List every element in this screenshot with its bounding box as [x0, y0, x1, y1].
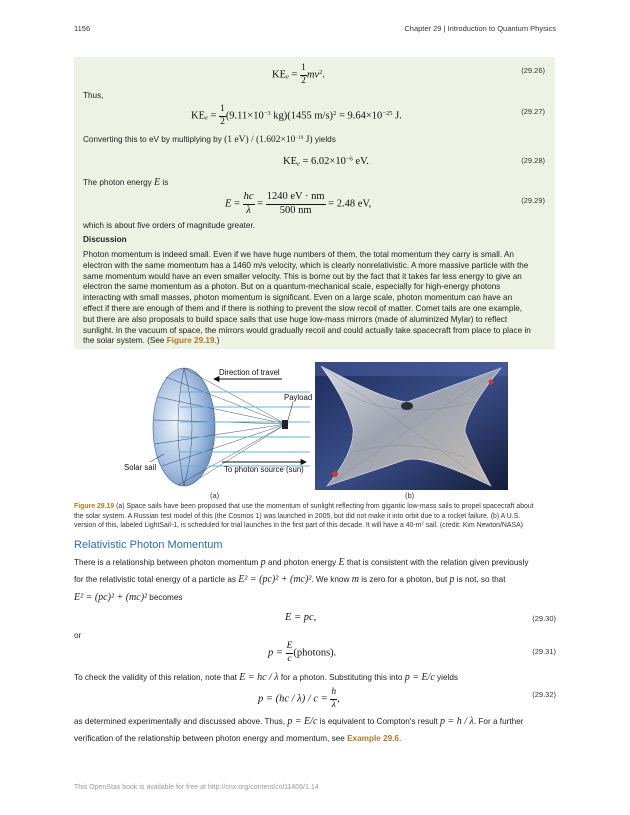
figure-label-a: (a) — [210, 491, 220, 500]
payload-label: Payload — [284, 393, 312, 402]
body-line-3: E² = (pc)² + (mc)² becomes — [74, 592, 183, 603]
equation-29-26: $KE_e$ = $\frac{1}{2}$ $mv^2$. — [272, 63, 325, 86]
discussion-line: interacting with small masses, photon momentum is significant. Even on a large scale, photon momentum can have an — [83, 293, 513, 303]
discussion-line: but there are also proposals to build space sails that use huge low-mass mirrors (made of aluminized Mylar) to reflect — [83, 314, 508, 324]
chapter-header: Chapter 29 | Introduction to Quantum Physics — [404, 24, 556, 33]
equation-29-28: $KE_e = 6.02\times 10^{-6}$ eV. — [283, 155, 369, 168]
equation-number-29-26: (29.26) — [521, 66, 545, 75]
solar-sail-diagram — [118, 362, 312, 490]
example-29-6-link[interactable]: Example 29.6 — [347, 734, 399, 743]
equation-number-29-31: (29.31) — [532, 647, 556, 656]
discussion-line: effect if there are enough of them and if there is nothing to prevent the slow recoil of matter. Comet tails are one example, — [83, 303, 523, 313]
lightsail-hub — [401, 402, 413, 410]
body-line-4: To check the validity of this relation, note that E = hc / λ for a photon. Substituting this into p = E/c yields — [74, 672, 458, 683]
discussion-paragraph — [83, 250, 531, 347]
discussion-line: same momentum would have an even smaller velocity. This is borne out by the fact that it takes far less energy to give an — [83, 271, 522, 281]
lightsail-photo — [315, 362, 508, 490]
equation-number-29-27: (29.27) — [521, 107, 545, 116]
figure-label-b: (b) — [405, 491, 415, 500]
equation-number-29-30: (29.30) — [532, 614, 556, 623]
equation-number-29-29: (29.29) — [521, 196, 545, 205]
example-box — [74, 57, 555, 349]
discussion-line: Photon momentum is indeed small. Even if we have huge numbers of them, the total momentum they carry is small. An — [83, 250, 514, 259]
equation-29-32: p = (hc / λ) / c = $\frac{h}{\lambda}$ , — [258, 687, 340, 710]
equation-29-31: p = $\frac{E}{c}$ (photons). — [268, 641, 337, 664]
body-line-1: There is a relationship between photon momentum p and photon energy E that is consistent with the relation given previously — [74, 557, 529, 568]
payload-box — [282, 420, 288, 429]
thus-text: Thus, — [83, 91, 104, 100]
page-number: 1156 — [74, 24, 91, 33]
caption-figure-label: Figure 29.19 — [74, 503, 115, 510]
equation-number-29-28: (29.28) — [521, 156, 545, 165]
body-line-6: verification of the relationship between photon energy and momentum, see Example 29.6. — [74, 734, 402, 743]
footer-note: This OpenStax book is available for free at http://cnx.org/content/col11406/1.14 — [74, 784, 319, 791]
photon-energy-text: The photon energy E is — [83, 177, 169, 188]
photon-source-label: To photon source (sun) — [224, 465, 304, 474]
orders-text: which is about five orders of magnitude greater. — [83, 221, 256, 230]
discussion-line: the solar system. (See Figure 29.19.) — [83, 336, 220, 346]
discussion-line: sunlight. In the vacuum of space, the mirrors would gradually recoil and could actually take spacecraft from place to place in — [83, 325, 531, 335]
discussion-line: electron the same momentum as a photon. But on a quantum-mechanical scale, especially for high-energy photons — [83, 282, 501, 292]
direction-of-travel-label: Direction of travel — [219, 368, 280, 377]
section-title: Relativistic Photon Momentum — [74, 539, 223, 551]
equation-29-30: E = pc, — [285, 612, 317, 623]
solar-sail-label: Solar sail — [124, 463, 157, 472]
equation-29-27: $KE_e$ = $\frac{1}{2}$ ($9.11\times 10^{-3}$ kg)(1455 $m/s)^2 = 9.64\times 10^{-25}$ J. — [191, 104, 402, 127]
equation-number-29-32: (29.32) — [532, 690, 556, 699]
discussion-line: electron with the same momentum has a 1460 m/s velocity, which is clearly nonrelativistic. A more massive particle with the — [83, 260, 529, 270]
equation-29-29: E = $\frac{hc}{\lambda}$ = $\frac{1240 eV \cdot nm}{500 nm}$ = 2.48 eV, — [225, 191, 372, 216]
discussion-title: Discussion — [83, 235, 127, 244]
or-text: or — [74, 631, 82, 640]
body-line-2: for the relativistic total energy of a particle as E² = (pc)² + (mc)². We know m is zero for a photon, but p is not, so that — [74, 574, 506, 585]
figure-29-19-link[interactable]: Figure 29.19 — [166, 336, 215, 346]
converting-text: Converting this to eV by multiplying by (1 $eV) / (1.602\times 10^{-19}$ J) yields — [83, 135, 336, 145]
figure-caption: Figure 29.19 (a) Space sails have been proposed that use the momentum of sunlight reflecting from gigantic low-mass sails to propel spacecraft about the solar system. A Russian test model of this (the Cosmos 1) was launched in 2005, but did not make it into orbit due to a rocket failure. (b) A U.S. version of this, labeled LightSail-1, is scheduled for trial launches in the first part of this decade. It will have a $40-m^2$ sail. (credit: Kim Newton/NASA) — [74, 503, 534, 530]
body-line-5: as determined experimentally and discussed above. Thus, p = E/c is equivalent to Compton's result p = h / λ. For a further — [74, 716, 524, 727]
